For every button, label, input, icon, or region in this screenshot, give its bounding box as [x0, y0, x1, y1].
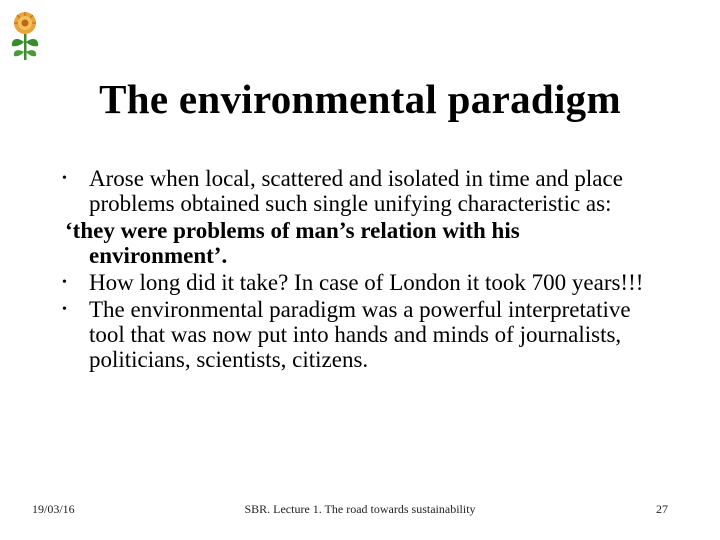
footer-page-number: 27	[656, 502, 668, 516]
protea-flower-icon	[8, 10, 42, 62]
slide-content	[62, 166, 662, 374]
bullet-item	[62, 166, 662, 216]
bullet-text: Arose when local, scattered and isolated in time and place problems obtained such single unifying characteristic as:	[89, 166, 623, 216]
bullet-item	[62, 270, 662, 295]
footer-lecture-title: SBR. Lecture 1. The road towards sustainability	[244, 502, 476, 516]
bullet-text: The environmental paradigm was a powerful interpretative tool that was now put into hands and minds of journalists, politicians, scientists, citizens.	[89, 297, 631, 372]
bullet-item	[62, 297, 662, 372]
slide-title: The environmental paradigm	[99, 76, 621, 122]
footer-date: 19/03/16	[32, 502, 75, 516]
bullet-text: How long did it take? In case of London it took 700 years!!!	[89, 270, 644, 295]
quote-text: ‘they were problems of man’s relation with his environment’.	[65, 218, 520, 268]
bullet-icon: •	[62, 171, 67, 186]
bullet-icon: •	[62, 302, 67, 317]
bullet-icon: •	[62, 275, 67, 290]
